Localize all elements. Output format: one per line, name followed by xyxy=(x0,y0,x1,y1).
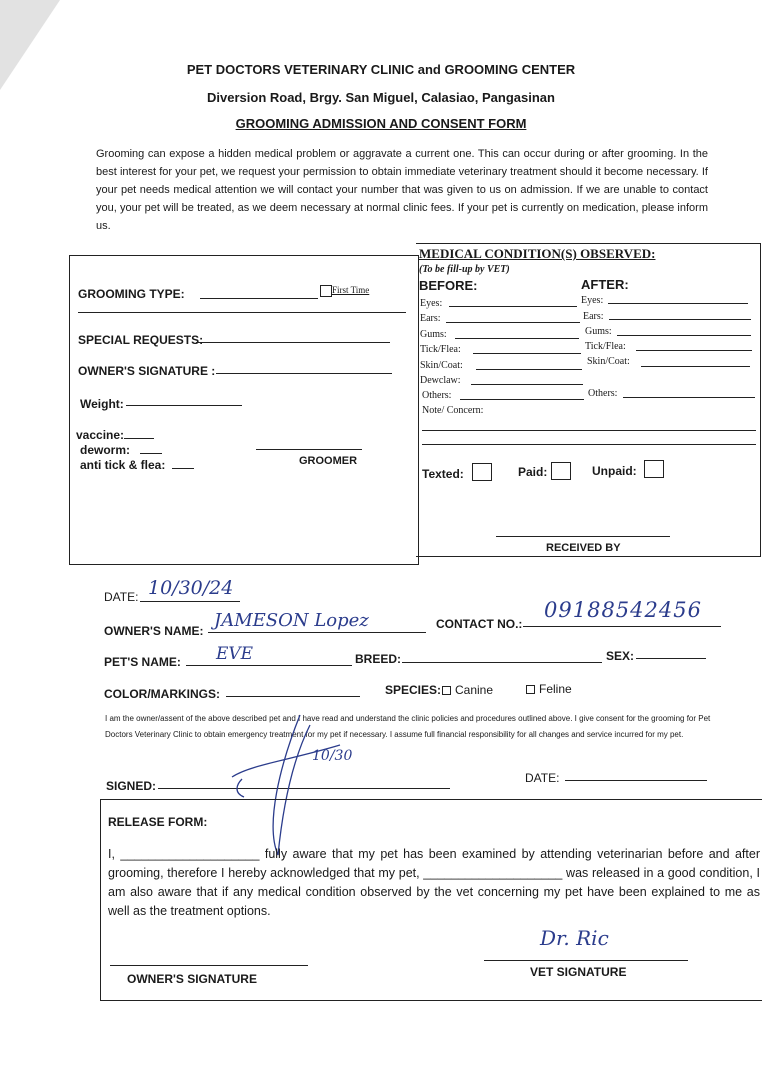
after-tickflea-label: Tick/Flea: xyxy=(585,341,626,352)
weight-field[interactable] xyxy=(126,405,242,406)
after-ears-field[interactable] xyxy=(609,319,751,320)
owner-name-field[interactable] xyxy=(208,632,426,633)
grooming-type-line-2[interactable] xyxy=(78,312,406,313)
color-markings-label: COLOR/MARKINGS: xyxy=(104,687,220,701)
release-body: I, ____________________ fully aware that my pet has been examined by attending veterinarian before and after grooming, therefore I hereby acknowledged that my pet, ____________________ was released in a good condition, I am also aware that if any medical condition observed by the vet concerning my pet have been explained to me as well as the treatment options. xyxy=(108,847,760,918)
note-concern-line-1[interactable] xyxy=(422,430,756,431)
note-concern-line-2[interactable] xyxy=(422,444,756,445)
canine-checkbox[interactable] xyxy=(442,686,451,695)
paid-checkbox[interactable] xyxy=(551,462,571,480)
paid-label: Paid: xyxy=(518,465,548,479)
after-others-field[interactable] xyxy=(623,397,755,398)
sex-label: SEX: xyxy=(606,649,635,663)
owner-signature-field[interactable] xyxy=(216,373,392,374)
breed-field[interactable] xyxy=(402,662,602,663)
after-skincoat-label: Skin/Coat: xyxy=(587,356,630,367)
contact-label: CONTACT NO.: xyxy=(436,617,523,631)
before-others-label: Others: xyxy=(422,390,452,401)
release-owner-signature-field[interactable] xyxy=(110,965,308,966)
before-gums-field[interactable] xyxy=(455,338,579,339)
sex-field[interactable] xyxy=(636,658,706,659)
deworm-field[interactable] xyxy=(140,453,162,454)
first-time-label: First Time xyxy=(332,285,370,295)
before-skincoat-label: Skin/Coat: xyxy=(420,360,463,371)
anti-tick-label: anti tick & flea: xyxy=(80,458,166,472)
first-time-checkbox[interactable] xyxy=(320,285,332,297)
after-label: AFTER: xyxy=(581,277,629,292)
before-others-field[interactable] xyxy=(460,399,584,400)
canine-label: Canine xyxy=(455,683,494,697)
before-ears-field[interactable] xyxy=(446,322,580,323)
vaccine-field[interactable] xyxy=(124,438,154,439)
special-requests-field[interactable] xyxy=(196,342,390,343)
before-gums-label: Gums: xyxy=(420,329,447,340)
before-eyes-field[interactable] xyxy=(449,306,577,307)
signed-note: 10/30 xyxy=(312,748,353,764)
clinic-name: PET DOCTORS VETERINARY CLINIC and GROOMING CENTER xyxy=(186,62,576,77)
unpaid-checkbox[interactable] xyxy=(644,460,664,478)
pet-name-label: PET'S NAME: xyxy=(104,655,181,669)
before-eyes-label: Eyes: xyxy=(420,298,443,309)
release-title: RELEASE FORM: xyxy=(108,815,208,829)
vet-signature-value: Dr. Ric xyxy=(540,926,609,950)
canine-option[interactable] xyxy=(442,683,493,697)
anti-tick-field[interactable] xyxy=(172,468,194,469)
grooming-type-field[interactable] xyxy=(200,298,318,299)
after-eyes-field[interactable] xyxy=(608,303,748,304)
note-concern-label: Note/ Concern: xyxy=(422,405,484,416)
vaccine-label: vaccine: xyxy=(76,428,125,442)
after-gums-field[interactable] xyxy=(617,335,751,336)
color-markings-field[interactable] xyxy=(226,696,360,697)
after-skincoat-field[interactable] xyxy=(641,366,750,367)
consent-text: I am the owner/assent of the above described pet and I have read and understand the clinic policies and procedures outlined above. I give consent for the grooming for Pet Doctors Veterinary Clinic to obtain emergency treatment for my pet if necessary. I assume full financial responsibility for all changes and service incurred for my pet. xyxy=(105,714,711,739)
groomer-signature-field[interactable] xyxy=(256,449,362,450)
species-label: SPECIES: xyxy=(385,683,442,697)
pet-name-value: EVE xyxy=(216,644,254,664)
consent-date-label: DATE: xyxy=(525,771,560,785)
unpaid-label: Unpaid: xyxy=(592,464,637,478)
contact-value: 09188542456 xyxy=(544,598,702,622)
feline-checkbox[interactable] xyxy=(526,685,535,694)
medical-subtitle: (To be fill-up by VET) xyxy=(419,264,510,275)
form-title: GROOMING ADMISSION AND CONSENT FORM xyxy=(235,116,527,131)
groomer-label: GROOMER xyxy=(299,455,358,467)
weight-label: Weight: xyxy=(80,397,124,411)
after-ears-label: Ears: xyxy=(583,311,604,322)
vet-signature-label: VET SIGNATURE xyxy=(530,965,627,979)
before-skincoat-field[interactable] xyxy=(476,369,582,370)
date-value: 10/30/24 xyxy=(148,577,234,599)
before-dewclaw-field[interactable] xyxy=(471,384,583,385)
after-others-label: Others: xyxy=(588,388,618,399)
before-tickflea-label: Tick/Flea: xyxy=(420,344,461,355)
received-by-label: RECEIVED BY xyxy=(546,542,621,554)
date-label: DATE: xyxy=(104,590,139,604)
owner-name-value: JAMESON Lopez xyxy=(214,610,369,631)
contact-field[interactable] xyxy=(523,626,721,627)
vet-signature-field[interactable] xyxy=(484,960,688,961)
feline-label: Feline xyxy=(539,682,572,696)
deworm-label: deworm: xyxy=(80,443,131,457)
breed-label: BREED: xyxy=(355,652,402,666)
consent-date-field[interactable] xyxy=(565,780,707,781)
date-field[interactable] xyxy=(140,601,240,602)
clinic-address: Diversion Road, Brgy. San Miguel, Calasiao, Pangasinan xyxy=(207,90,555,105)
intro-paragraph: Grooming can expose a hidden medical problem or aggravate a current one. This can occur during or after grooming. In the best interest for your pet, we request your permission to obtain immediate veterinary treatment should it become necessary. If your pet needs medical attention we will contact your number that was given to us on admission. If we are unable to contact you, your pet will be treated, as we deem necessary at normal clinic fees. If your pet is currently on medication, please inform us. xyxy=(96,148,708,232)
after-tickflea-field[interactable] xyxy=(636,350,752,351)
owner-name-label: OWNER'S NAME: xyxy=(104,624,204,638)
before-tickflea-field[interactable] xyxy=(473,353,581,354)
feline-option[interactable] xyxy=(526,682,572,696)
texted-checkbox[interactable] xyxy=(472,463,492,481)
pet-name-field[interactable] xyxy=(186,665,352,666)
after-gums-label: Gums: xyxy=(585,326,612,337)
before-dewclaw-label: Dewclaw: xyxy=(420,375,461,386)
special-requests-label: SPECIAL REQUESTS: xyxy=(78,333,204,347)
release-owner-signature-label: OWNER'S SIGNATURE xyxy=(127,972,257,986)
grooming-type-label: GROOMING TYPE: xyxy=(78,287,185,301)
before-label: BEFORE: xyxy=(419,278,478,293)
medical-title: MEDICAL CONDITION(S) OBSERVED: xyxy=(419,246,656,261)
signed-label: SIGNED: xyxy=(106,779,157,793)
received-by-field[interactable] xyxy=(496,536,670,537)
owner-signature-label: OWNER'S SIGNATURE : xyxy=(78,364,216,378)
after-eyes-label: Eyes: xyxy=(581,295,604,306)
before-ears-label: Ears: xyxy=(420,313,441,324)
texted-label: Texted: xyxy=(422,467,464,481)
